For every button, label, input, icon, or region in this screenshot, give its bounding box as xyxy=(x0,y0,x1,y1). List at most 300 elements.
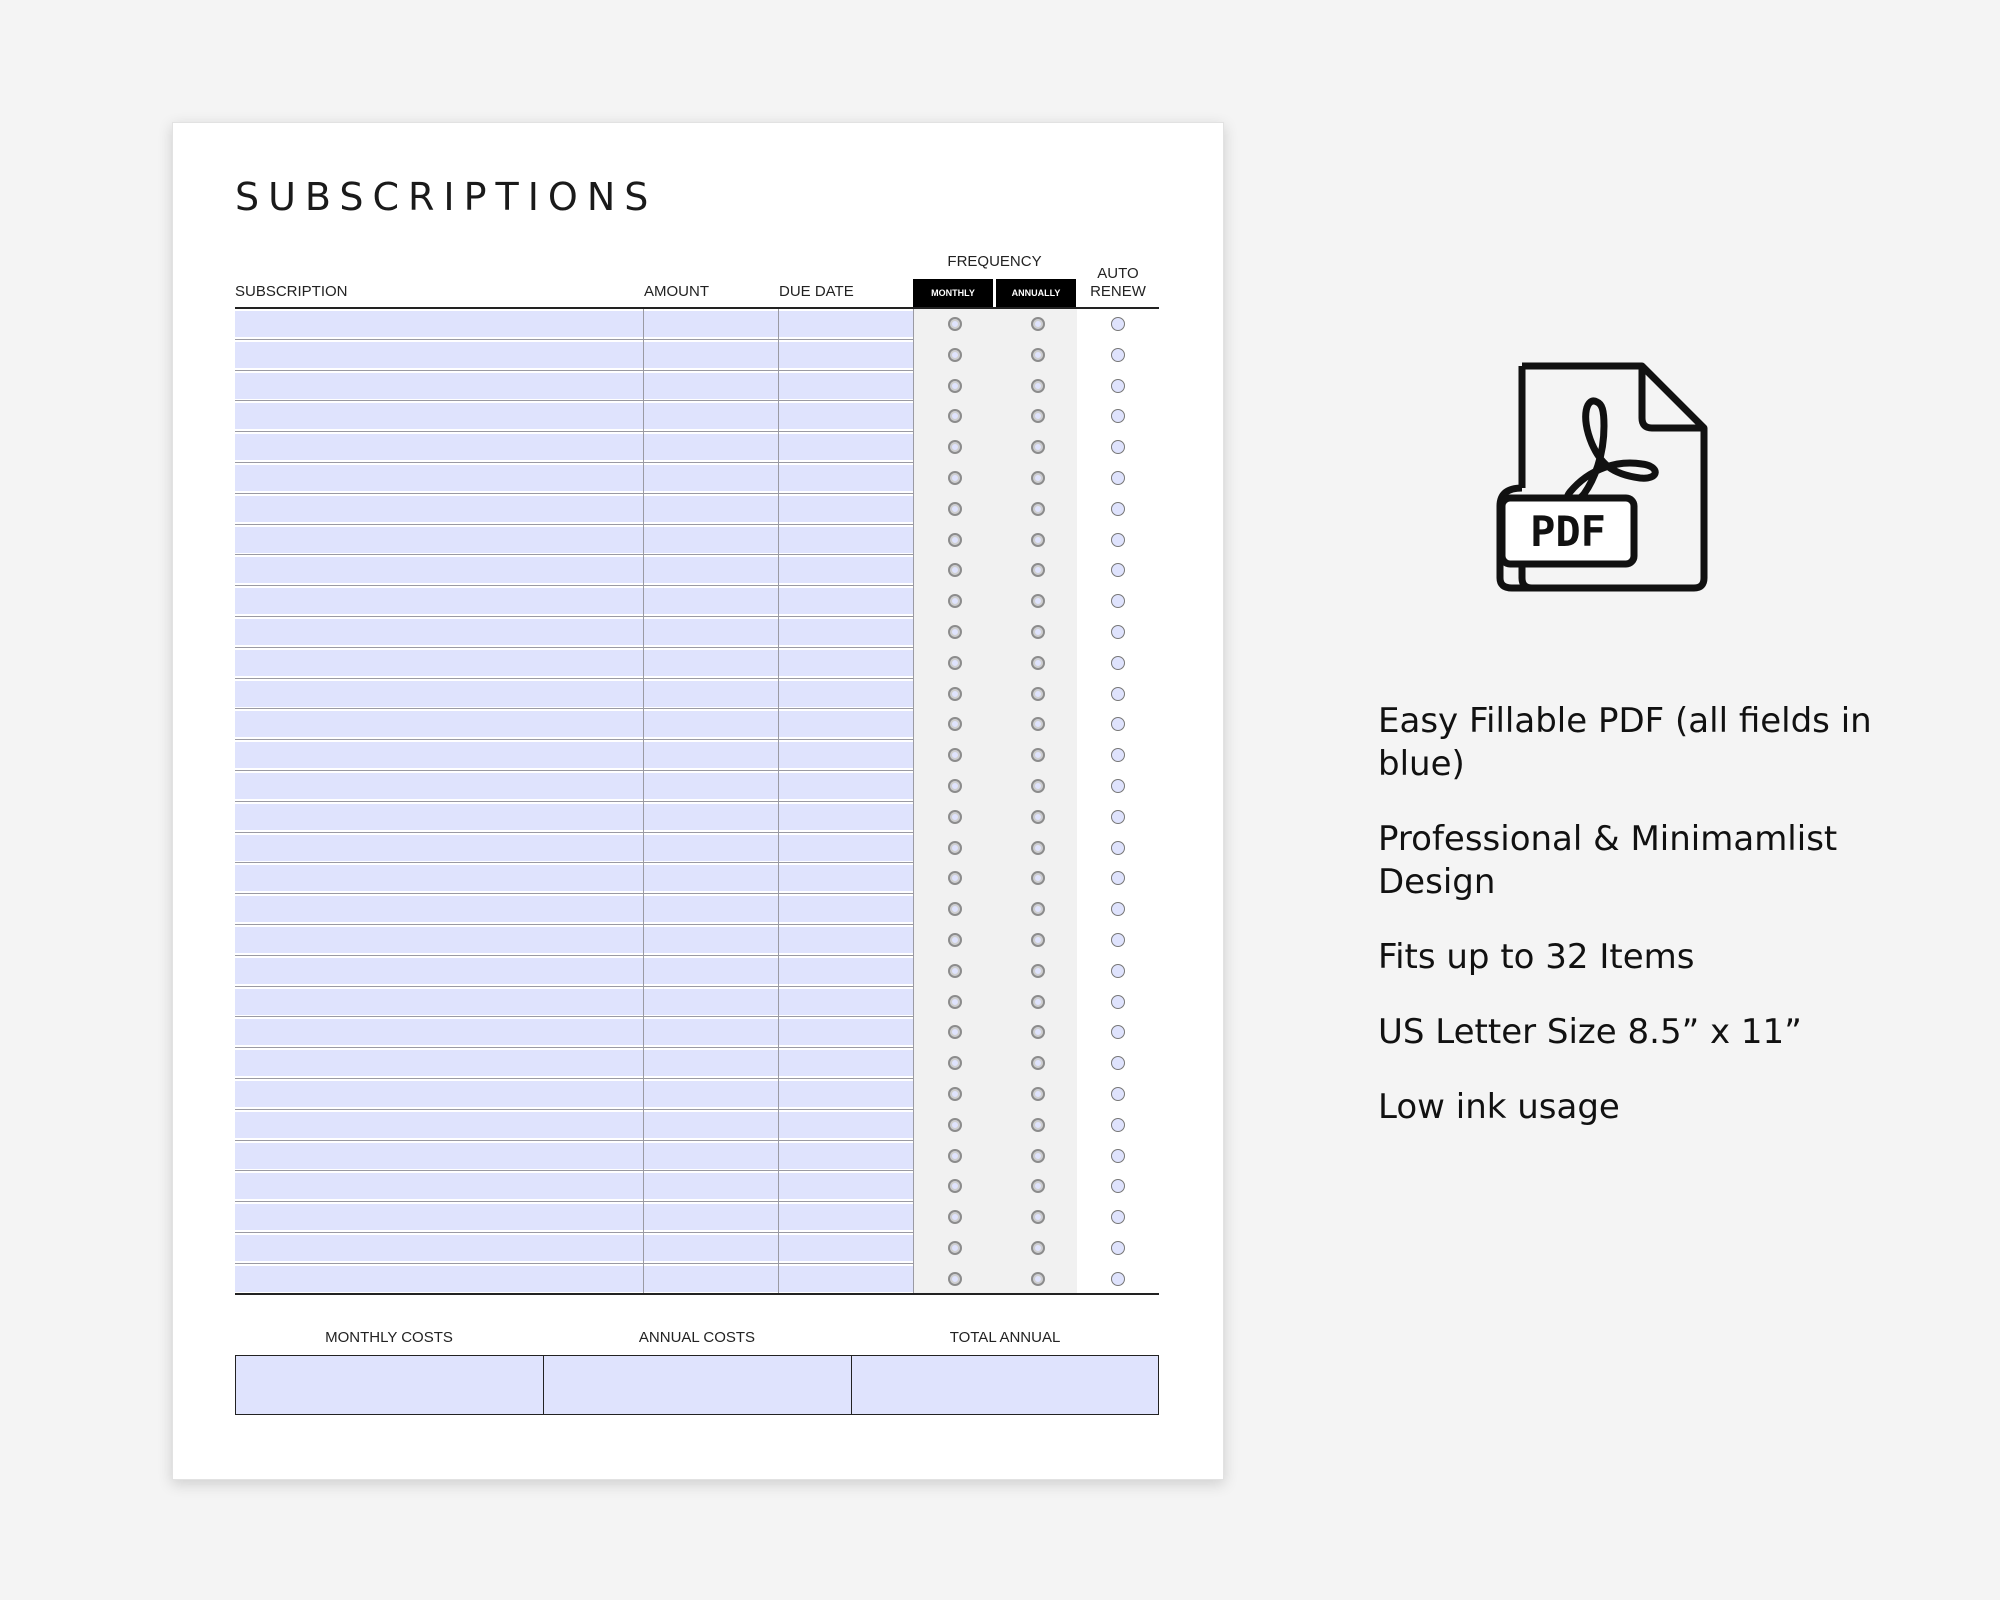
table-row xyxy=(235,679,1159,710)
column-divider xyxy=(643,525,644,556)
auto-renew-checkbox[interactable] xyxy=(1111,871,1125,885)
amount-field[interactable] xyxy=(644,1050,778,1076)
auto-renew-checkbox[interactable] xyxy=(1111,625,1125,639)
frequency-cell-bg xyxy=(913,925,1077,956)
column-divider xyxy=(643,1110,644,1141)
monthly-radio[interactable] xyxy=(948,533,962,547)
table-row xyxy=(235,1171,1159,1202)
column-divider xyxy=(913,371,914,402)
col-header-due-date: DUE DATE xyxy=(779,283,854,300)
amount-field[interactable] xyxy=(644,434,778,460)
annually-radio[interactable] xyxy=(1031,1149,1045,1163)
amount-field[interactable] xyxy=(644,773,778,799)
frequency-cell-bg xyxy=(913,1017,1077,1048)
annually-radio[interactable] xyxy=(1031,625,1045,639)
column-divider xyxy=(778,463,779,494)
due-date-field[interactable] xyxy=(779,989,913,1015)
frequency-cell-bg xyxy=(913,894,1077,925)
column-divider xyxy=(778,1141,779,1172)
monthly-radio[interactable] xyxy=(948,379,962,393)
col-header-frequency: FREQUENCY xyxy=(947,253,1042,270)
due-date-field[interactable] xyxy=(779,527,913,553)
annually-radio[interactable] xyxy=(1031,533,1045,547)
subscription-field[interactable] xyxy=(235,1112,643,1138)
due-date-field[interactable] xyxy=(779,865,913,891)
table-row xyxy=(235,525,1159,556)
frequency-cell-bg xyxy=(913,1264,1077,1295)
auto-renew-checkbox[interactable] xyxy=(1111,995,1125,1009)
amount-field[interactable] xyxy=(644,958,778,984)
table-row xyxy=(235,771,1159,802)
monthly-radio[interactable] xyxy=(948,1149,962,1163)
monthly-radio[interactable] xyxy=(948,656,962,670)
monthly-radio[interactable] xyxy=(948,964,962,978)
feature-list xyxy=(1378,700,1898,1161)
monthly-radio[interactable] xyxy=(948,348,962,362)
auto-renew-checkbox[interactable] xyxy=(1111,317,1125,331)
table-row xyxy=(235,309,1159,340)
auto-renew-checkbox[interactable] xyxy=(1111,440,1125,454)
amount-field[interactable] xyxy=(644,588,778,614)
monthly-radio[interactable] xyxy=(948,502,962,516)
due-date-field[interactable] xyxy=(779,557,913,583)
frequency-cell-bg xyxy=(913,586,1077,617)
column-divider xyxy=(778,709,779,740)
due-date-field[interactable] xyxy=(779,711,913,737)
auto-renew-checkbox[interactable] xyxy=(1111,379,1125,393)
table-row xyxy=(235,1079,1159,1110)
auto-renew-checkbox[interactable] xyxy=(1111,748,1125,762)
subscription-field[interactable] xyxy=(235,342,643,368)
due-date-field[interactable] xyxy=(779,1050,913,1076)
due-date-field[interactable] xyxy=(779,742,913,768)
amount-field[interactable] xyxy=(644,1266,778,1292)
subscription-field[interactable] xyxy=(235,1173,643,1199)
table-row xyxy=(235,432,1159,463)
subscription-field[interactable] xyxy=(235,1204,643,1230)
annually-radio[interactable] xyxy=(1031,1210,1045,1224)
column-divider xyxy=(778,1202,779,1233)
monthly-radio[interactable] xyxy=(948,841,962,855)
table-row xyxy=(235,894,1159,925)
column-divider xyxy=(778,925,779,956)
col-header-annually: ANNUALLY xyxy=(996,279,1076,307)
table-row xyxy=(235,1048,1159,1079)
feature-item: Easy Fillable PDF (all fields in blue) xyxy=(1378,701,1872,784)
auto-renew-checkbox[interactable] xyxy=(1111,1056,1125,1070)
annually-radio[interactable] xyxy=(1031,317,1045,331)
column-divider xyxy=(778,525,779,556)
table-row xyxy=(235,802,1159,833)
frequency-cell-bg xyxy=(913,709,1077,740)
column-divider xyxy=(913,1233,914,1264)
frequency-cell-bg xyxy=(913,833,1077,864)
column-divider xyxy=(778,1264,779,1295)
column-divider xyxy=(913,340,914,371)
frequency-cell-bg xyxy=(913,679,1077,710)
column-divider xyxy=(913,309,914,340)
auto-renew-checkbox[interactable] xyxy=(1111,841,1125,855)
table-row xyxy=(235,833,1159,864)
auto-renew-checkbox[interactable] xyxy=(1111,594,1125,608)
column-divider xyxy=(778,617,779,648)
column-divider xyxy=(913,1171,914,1202)
column-divider xyxy=(778,1171,779,1202)
frequency-cell-bg xyxy=(913,340,1077,371)
annually-radio[interactable] xyxy=(1031,502,1045,516)
table-row xyxy=(235,463,1159,494)
subscription-field[interactable] xyxy=(235,927,643,953)
table-row xyxy=(235,740,1159,771)
subscription-field[interactable] xyxy=(235,989,643,1015)
table-row xyxy=(235,956,1159,987)
due-date-field[interactable] xyxy=(779,1081,913,1107)
column-divider xyxy=(778,432,779,463)
auto-renew-checkbox[interactable] xyxy=(1111,1179,1125,1193)
due-date-field[interactable] xyxy=(779,496,913,522)
annually-radio[interactable] xyxy=(1031,995,1045,1009)
amount-field[interactable] xyxy=(644,373,778,399)
auto-renew-checkbox[interactable] xyxy=(1111,810,1125,824)
due-date-field[interactable] xyxy=(779,804,913,830)
subscription-field[interactable] xyxy=(235,403,643,429)
auto-renew-checkbox[interactable] xyxy=(1111,409,1125,423)
subscription-field[interactable] xyxy=(235,496,643,522)
amount-field[interactable] xyxy=(644,650,778,676)
monthly-radio[interactable] xyxy=(948,1272,962,1286)
monthly-radio[interactable] xyxy=(948,995,962,1009)
column-divider xyxy=(913,679,914,710)
auto-renew-checkbox[interactable] xyxy=(1111,563,1125,577)
column-divider xyxy=(643,740,644,771)
amount-field[interactable] xyxy=(644,619,778,645)
auto-renew-checkbox[interactable] xyxy=(1111,348,1125,362)
column-divider xyxy=(913,1079,914,1110)
due-date-field[interactable] xyxy=(779,373,913,399)
amount-field[interactable] xyxy=(644,1112,778,1138)
subscription-field[interactable] xyxy=(235,619,643,645)
column-divider xyxy=(643,1017,644,1048)
auto-renew-checkbox[interactable] xyxy=(1111,502,1125,516)
amount-field[interactable] xyxy=(644,896,778,922)
amount-field[interactable] xyxy=(644,1235,778,1261)
subscription-field[interactable] xyxy=(235,1019,643,1045)
table-row xyxy=(235,1017,1159,1048)
table-row xyxy=(235,1141,1159,1172)
table-row xyxy=(235,555,1159,586)
amount-field[interactable] xyxy=(644,1173,778,1199)
auto-renew-checkbox[interactable] xyxy=(1111,717,1125,731)
column-divider xyxy=(913,648,914,679)
column-divider xyxy=(778,740,779,771)
monthly-radio[interactable] xyxy=(948,1241,962,1255)
column-divider xyxy=(643,1048,644,1079)
subscription-field[interactable] xyxy=(235,1081,643,1107)
monthly-radio[interactable] xyxy=(948,1210,962,1224)
frequency-cell-bg xyxy=(913,1141,1077,1172)
column-divider xyxy=(643,555,644,586)
due-date-field[interactable] xyxy=(779,1112,913,1138)
monthly-radio[interactable] xyxy=(948,625,962,639)
document-title: SUBSCRIPTIONS xyxy=(235,175,658,219)
column-divider xyxy=(643,340,644,371)
column-divider xyxy=(913,1017,914,1048)
frequency-cell-bg xyxy=(913,617,1077,648)
col-header-monthly: MONTHLY xyxy=(913,279,993,307)
column-divider xyxy=(913,463,914,494)
annually-radio[interactable] xyxy=(1031,933,1045,947)
table-row xyxy=(235,1264,1159,1295)
amount-field[interactable] xyxy=(644,342,778,368)
subscription-field[interactable] xyxy=(235,742,643,768)
annually-radio[interactable] xyxy=(1031,964,1045,978)
frequency-cell-bg xyxy=(913,525,1077,556)
due-date-field[interactable] xyxy=(779,403,913,429)
column-divider xyxy=(643,1141,644,1172)
annually-radio[interactable] xyxy=(1031,1241,1045,1255)
column-divider xyxy=(778,771,779,802)
frequency-cell-bg xyxy=(913,863,1077,894)
due-date-field[interactable] xyxy=(779,681,913,707)
monthly-costs-field[interactable] xyxy=(235,1355,545,1415)
amount-field[interactable] xyxy=(644,557,778,583)
annually-radio[interactable] xyxy=(1031,1272,1045,1286)
frequency-cell-bg xyxy=(913,555,1077,586)
annually-radio[interactable] xyxy=(1031,687,1045,701)
due-date-field[interactable] xyxy=(779,1235,913,1261)
column-divider xyxy=(643,925,644,956)
annually-radio[interactable] xyxy=(1031,810,1045,824)
amount-field[interactable] xyxy=(644,681,778,707)
monthly-radio[interactable] xyxy=(948,687,962,701)
annually-radio[interactable] xyxy=(1031,779,1045,793)
amount-field[interactable] xyxy=(644,496,778,522)
amount-field[interactable] xyxy=(644,989,778,1015)
amount-field[interactable] xyxy=(644,711,778,737)
monthly-radio[interactable] xyxy=(948,1118,962,1132)
column-divider xyxy=(913,617,914,648)
table-row xyxy=(235,1110,1159,1141)
due-date-field[interactable] xyxy=(779,588,913,614)
amount-field[interactable] xyxy=(644,527,778,553)
amount-field[interactable] xyxy=(644,927,778,953)
table-row xyxy=(235,1202,1159,1233)
annually-radio[interactable] xyxy=(1031,471,1045,485)
column-divider xyxy=(913,894,914,925)
subscription-field[interactable] xyxy=(235,835,643,861)
column-divider xyxy=(778,833,779,864)
auto-renew-checkbox[interactable] xyxy=(1111,933,1125,947)
column-divider xyxy=(913,555,914,586)
subscription-field[interactable] xyxy=(235,434,643,460)
column-divider xyxy=(778,309,779,340)
due-date-field[interactable] xyxy=(779,1204,913,1230)
auto-renew-checkbox[interactable] xyxy=(1111,1087,1125,1101)
auto-renew-checkbox[interactable] xyxy=(1111,687,1125,701)
auto-renew-checkbox[interactable] xyxy=(1111,1118,1125,1132)
column-divider xyxy=(913,1264,914,1295)
subscription-field[interactable] xyxy=(235,896,643,922)
column-divider xyxy=(643,463,644,494)
amount-field[interactable] xyxy=(644,1019,778,1045)
column-divider xyxy=(643,863,644,894)
frequency-cell-bg xyxy=(913,1048,1077,1079)
subscription-field[interactable] xyxy=(235,557,643,583)
due-date-field[interactable] xyxy=(779,465,913,491)
auto-renew-checkbox[interactable] xyxy=(1111,964,1125,978)
auto-renew-checkbox[interactable] xyxy=(1111,471,1125,485)
due-date-field[interactable] xyxy=(779,1019,913,1045)
column-divider xyxy=(643,494,644,525)
monthly-radio[interactable] xyxy=(948,317,962,331)
auto-renew-checkbox[interactable] xyxy=(1111,779,1125,793)
amount-field[interactable] xyxy=(644,1204,778,1230)
amount-field[interactable] xyxy=(644,1081,778,1107)
table-row xyxy=(235,371,1159,402)
monthly-radio[interactable] xyxy=(948,1087,962,1101)
column-divider xyxy=(778,1079,779,1110)
annually-radio[interactable] xyxy=(1031,841,1045,855)
amount-field[interactable] xyxy=(644,865,778,891)
subscription-field[interactable] xyxy=(235,465,643,491)
column-divider xyxy=(778,555,779,586)
pdf-file-icon xyxy=(1492,356,1712,596)
column-divider xyxy=(643,309,644,340)
subscription-field[interactable] xyxy=(235,1050,643,1076)
annual-costs-field[interactable] xyxy=(543,1355,853,1415)
subscription-field[interactable] xyxy=(235,865,643,891)
monthly-radio[interactable] xyxy=(948,471,962,485)
subscription-field[interactable] xyxy=(235,373,643,399)
table-bottom-rule xyxy=(235,1293,1159,1295)
amount-field[interactable] xyxy=(644,465,778,491)
subscription-field[interactable] xyxy=(235,804,643,830)
subscription-field[interactable] xyxy=(235,1266,643,1292)
column-divider xyxy=(643,1264,644,1295)
annually-radio[interactable] xyxy=(1031,348,1045,362)
frequency-cell-bg xyxy=(913,1110,1077,1141)
column-divider xyxy=(778,1233,779,1264)
subscription-field[interactable] xyxy=(235,311,643,337)
feature-item: Professional & Minimamlist Design xyxy=(1378,819,1838,902)
monthly-radio[interactable] xyxy=(948,810,962,824)
auto-renew-checkbox[interactable] xyxy=(1111,656,1125,670)
amount-field[interactable] xyxy=(644,403,778,429)
column-divider xyxy=(643,1233,644,1264)
amount-field[interactable] xyxy=(644,1143,778,1169)
table-row xyxy=(235,586,1159,617)
due-date-field[interactable] xyxy=(779,835,913,861)
auto-renew-checkbox[interactable] xyxy=(1111,902,1125,916)
column-divider xyxy=(913,863,914,894)
amount-field[interactable] xyxy=(644,835,778,861)
auto-renew-checkbox[interactable] xyxy=(1111,1025,1125,1039)
column-divider xyxy=(913,956,914,987)
feature-item: US Letter Size 8.5” x 11” xyxy=(1378,1012,1802,1052)
subscription-field[interactable] xyxy=(235,1143,643,1169)
column-divider xyxy=(913,833,914,864)
subscription-field[interactable] xyxy=(235,773,643,799)
subscription-field[interactable] xyxy=(235,681,643,707)
auto-renew-checkbox[interactable] xyxy=(1111,533,1125,547)
due-date-field[interactable] xyxy=(779,342,913,368)
due-date-field[interactable] xyxy=(779,1143,913,1169)
annual-costs-label: ANNUAL COSTS xyxy=(638,1329,756,1346)
subscription-field[interactable] xyxy=(235,711,643,737)
column-divider xyxy=(913,802,914,833)
frequency-cell-bg xyxy=(913,1202,1077,1233)
amount-field[interactable] xyxy=(644,804,778,830)
total-annual-field[interactable] xyxy=(851,1355,1159,1415)
due-date-field[interactable] xyxy=(779,311,913,337)
amount-field[interactable] xyxy=(644,742,778,768)
col-header-amount: AMOUNT xyxy=(644,283,709,300)
due-date-field[interactable] xyxy=(779,773,913,799)
due-date-field[interactable] xyxy=(779,1173,913,1199)
frequency-cell-bg xyxy=(913,432,1077,463)
subscription-field[interactable] xyxy=(235,650,643,676)
column-divider xyxy=(913,987,914,1018)
subscription-field[interactable] xyxy=(235,958,643,984)
column-divider xyxy=(643,371,644,402)
due-date-field[interactable] xyxy=(779,927,913,953)
auto-renew-checkbox[interactable] xyxy=(1111,1149,1125,1163)
due-date-field[interactable] xyxy=(779,434,913,460)
column-divider xyxy=(643,648,644,679)
column-divider xyxy=(778,371,779,402)
due-date-field[interactable] xyxy=(779,1266,913,1292)
subscription-field[interactable] xyxy=(235,1235,643,1261)
table-row xyxy=(235,925,1159,956)
due-date-field[interactable] xyxy=(779,619,913,645)
auto-renew-line2: RENEW xyxy=(1090,283,1146,300)
col-header-subscription: SUBSCRIPTION xyxy=(235,283,348,300)
due-date-field[interactable] xyxy=(779,650,913,676)
table-row xyxy=(235,863,1159,894)
auto-renew-checkbox[interactable] xyxy=(1111,1272,1125,1286)
monthly-radio[interactable] xyxy=(948,779,962,793)
annually-radio[interactable] xyxy=(1031,379,1045,393)
column-divider xyxy=(778,586,779,617)
due-date-field[interactable] xyxy=(779,958,913,984)
column-divider xyxy=(778,494,779,525)
subscription-field[interactable] xyxy=(235,527,643,553)
col-header-auto-renew xyxy=(1077,265,1159,301)
frequency-cell-bg xyxy=(913,309,1077,340)
column-divider xyxy=(643,987,644,1018)
annually-radio[interactable] xyxy=(1031,1087,1045,1101)
column-divider xyxy=(643,894,644,925)
annually-radio[interactable] xyxy=(1031,1118,1045,1132)
column-divider xyxy=(643,1171,644,1202)
column-divider xyxy=(643,617,644,648)
table-row xyxy=(235,987,1159,1018)
monthly-radio[interactable] xyxy=(948,933,962,947)
column-divider xyxy=(778,863,779,894)
column-divider xyxy=(643,679,644,710)
annually-radio[interactable] xyxy=(1031,656,1045,670)
column-divider xyxy=(778,894,779,925)
subscription-field[interactable] xyxy=(235,588,643,614)
amount-field[interactable] xyxy=(644,311,778,337)
due-date-field[interactable] xyxy=(779,896,913,922)
column-divider xyxy=(643,833,644,864)
column-divider xyxy=(778,1110,779,1141)
auto-renew-checkbox[interactable] xyxy=(1111,1241,1125,1255)
auto-renew-checkbox[interactable] xyxy=(1111,1210,1125,1224)
frequency-cell-bg xyxy=(913,1233,1077,1264)
auto-renew-line1: AUTO xyxy=(1097,265,1139,282)
